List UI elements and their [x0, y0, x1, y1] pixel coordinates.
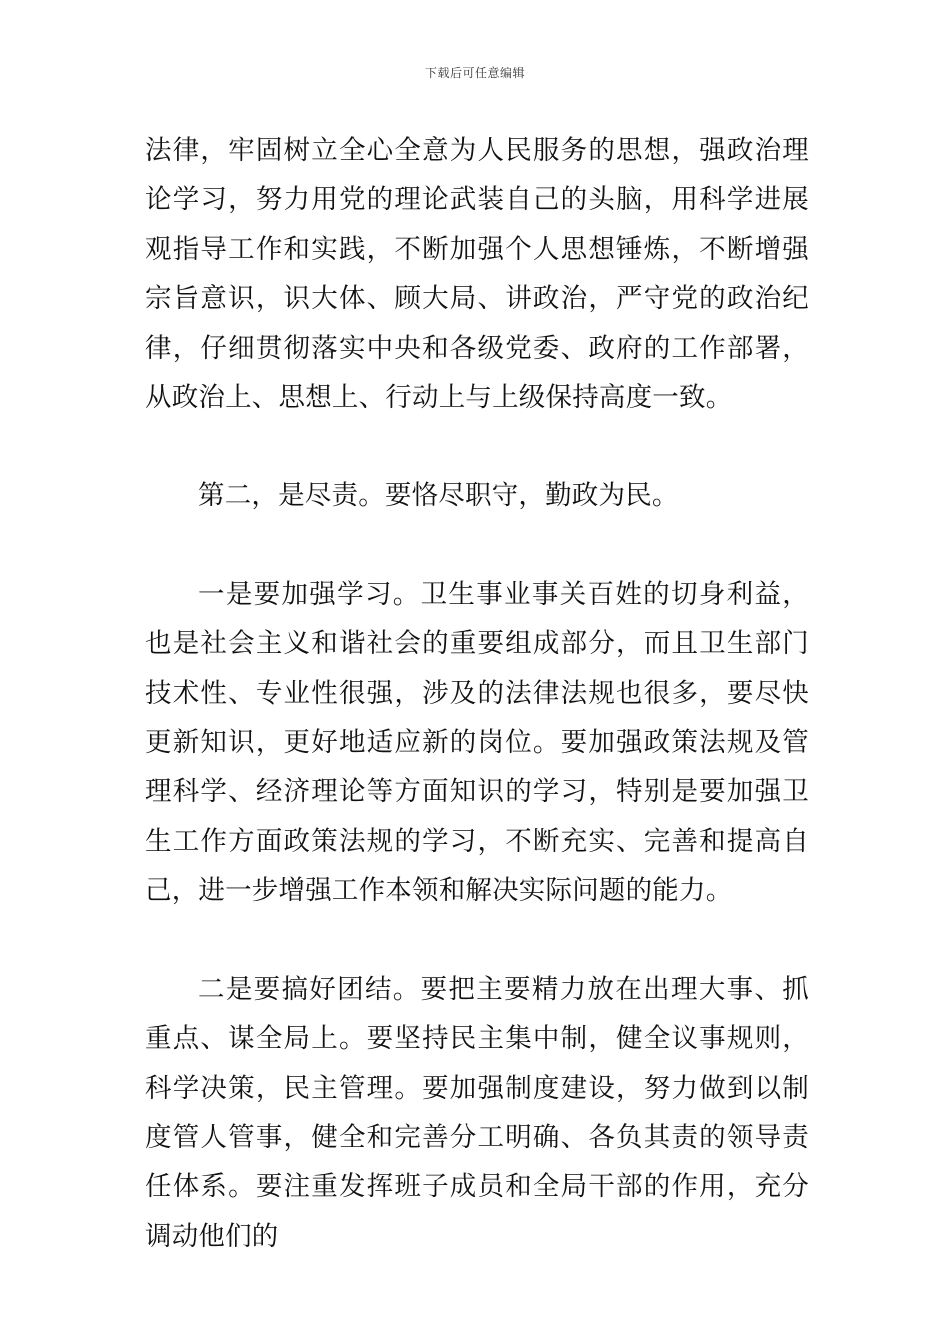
paragraph-point-one: 一是要加强学习。卫生事业事关百姓的切身利益，也是社会主义和谐社会的重要组成部分，而且卫生部门技术性、专业性很强，涉及的法律法规也很多，要尽快更新知识，更好地适应新的岗位。要加强政策法规及管理科学、经济理论等方面知识的学习，特别是要加强卫生工作方面政策法规的学习，不断充实、完善和提高自己，进一步增强工作本领和解决实际问题的能力。 — [145, 578, 809, 907]
paragraph-point-two: 二是要搞好团结。要把主要精力放在出理大事、抓重点、谋全局上。要坚持民主集中制，健全议事规则，科学决策，民主管理。要加强制度建设，努力做到以制度管人管事，健全和完善分工明确、各负其责的领导责任体系。要注重发挥班子成员和全局干部的作用，充分调动他们的 — [145, 973, 809, 1252]
document-body — [145, 126, 809, 1261]
paragraph-section-heading: 第二，是尽责。要恪尽职守，勤政为民。 — [198, 480, 679, 512]
paragraph-continuation: 法律，牢固树立全心全意为人民服务的思想，强政治理论学习，努力用党的理论武装自己的头脑，用科学进展观指导工作和实践，不断加强个人思想锤炼，不断增强宗旨意识，识大体、顾大局、讲政治，严守党的政治纪律，仔细贯彻落实中央和各级党委、政府的工作部署，从政治上、思想上、行动上与上级保持高度一致。 — [145, 135, 809, 414]
page-header-note: 下载后可任意编辑 — [424, 66, 525, 80]
paragraph-spacer — [145, 521, 809, 570]
paragraph-spacer — [145, 422, 809, 471]
paragraph-spacer — [145, 916, 809, 965]
